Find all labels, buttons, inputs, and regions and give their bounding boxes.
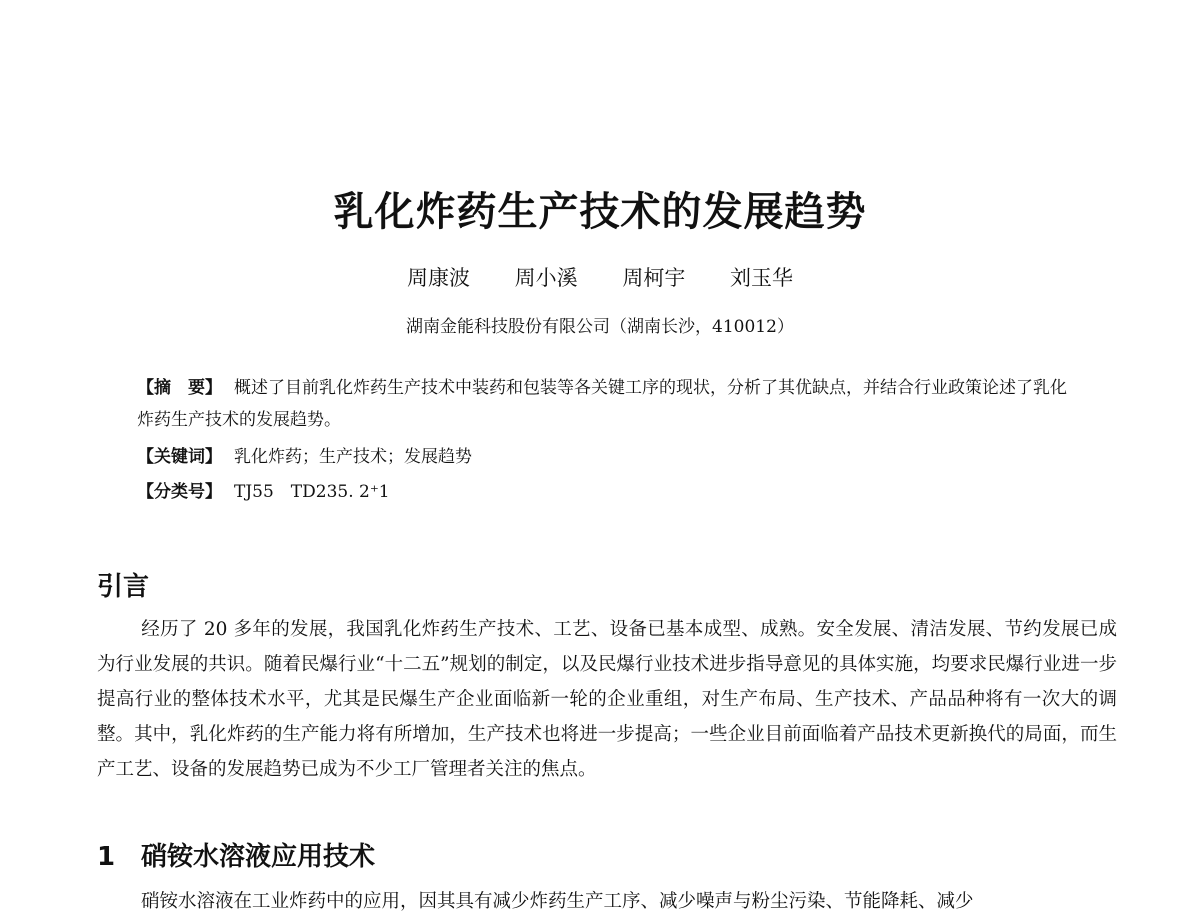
keywords-text: 乳化炸药；生产技术；发展趋势 <box>234 447 472 467</box>
section-1-title: 硝铵水溶液应用技术 <box>141 842 376 872</box>
abstract-label: 【摘 要】 <box>137 378 222 398</box>
paper-title: 乳化炸药生产技术的发展趋势 <box>333 189 867 235</box>
section-1-heading <box>97 836 375 873</box>
keywords-label: 【关键词】 <box>137 447 222 467</box>
author-name: 周小溪 <box>514 266 578 290</box>
abstract-text: 概述了目前乳化炸药生产技术中装药和包装等各关键工序的现状，分析了其优缺点，并结合行业政策论述了乳化炸药生产技术的发展趋势。 <box>137 378 1067 430</box>
classification-block <box>137 476 1077 508</box>
classification-text: TJ55 TD235. 2⁺1 <box>234 482 390 502</box>
section-1-paragraph-text: 硝铵水溶液在工业炸药中的应用，因其具有减少炸药生产工序、减少噪声与粉尘污染、节能降耗、减少 <box>141 891 974 912</box>
section-1-paragraph <box>97 884 1117 919</box>
author-name: 刘玉华 <box>730 266 794 290</box>
abstract-block <box>137 372 1077 436</box>
section-1-number: 1 <box>97 842 116 872</box>
intro-heading: 引言 <box>97 572 150 602</box>
author-list <box>0 262 1200 292</box>
intro-paragraph <box>97 612 1117 787</box>
affiliation: 湖南金能科技股份有限公司（湖南长沙，410012） <box>406 317 794 337</box>
author-name: 周康波 <box>406 266 470 290</box>
classification-label: 【分类号】 <box>137 482 222 502</box>
author-name: 周柯宇 <box>622 266 686 290</box>
intro-paragraph-text: 经历了 20 多年的发展，我国乳化炸药生产技术、工艺、设备已基本成型、成熟。安全发展、清洁发展、节约发展已成为行业发展的共识。随着民爆行业“十二五”规划的制定，以及民爆行业技术进步指导意见的具体实施，均要求民爆行业进一步提高行业的整体技术水平，尤其是民爆生产企业面临新一轮的企业重组，对生产布局、生产技术、产品品种将有一次大的调整。其中，乳化炸药的生产能力将有所增加，生产技术也将进一步提高；一些企业目前面临着产品技术更新换代的局面，而生产工艺、设备的发展趋势已成为不少工厂管理者关注的焦点。 <box>97 619 1117 780</box>
keywords-block <box>137 441 1077 473</box>
